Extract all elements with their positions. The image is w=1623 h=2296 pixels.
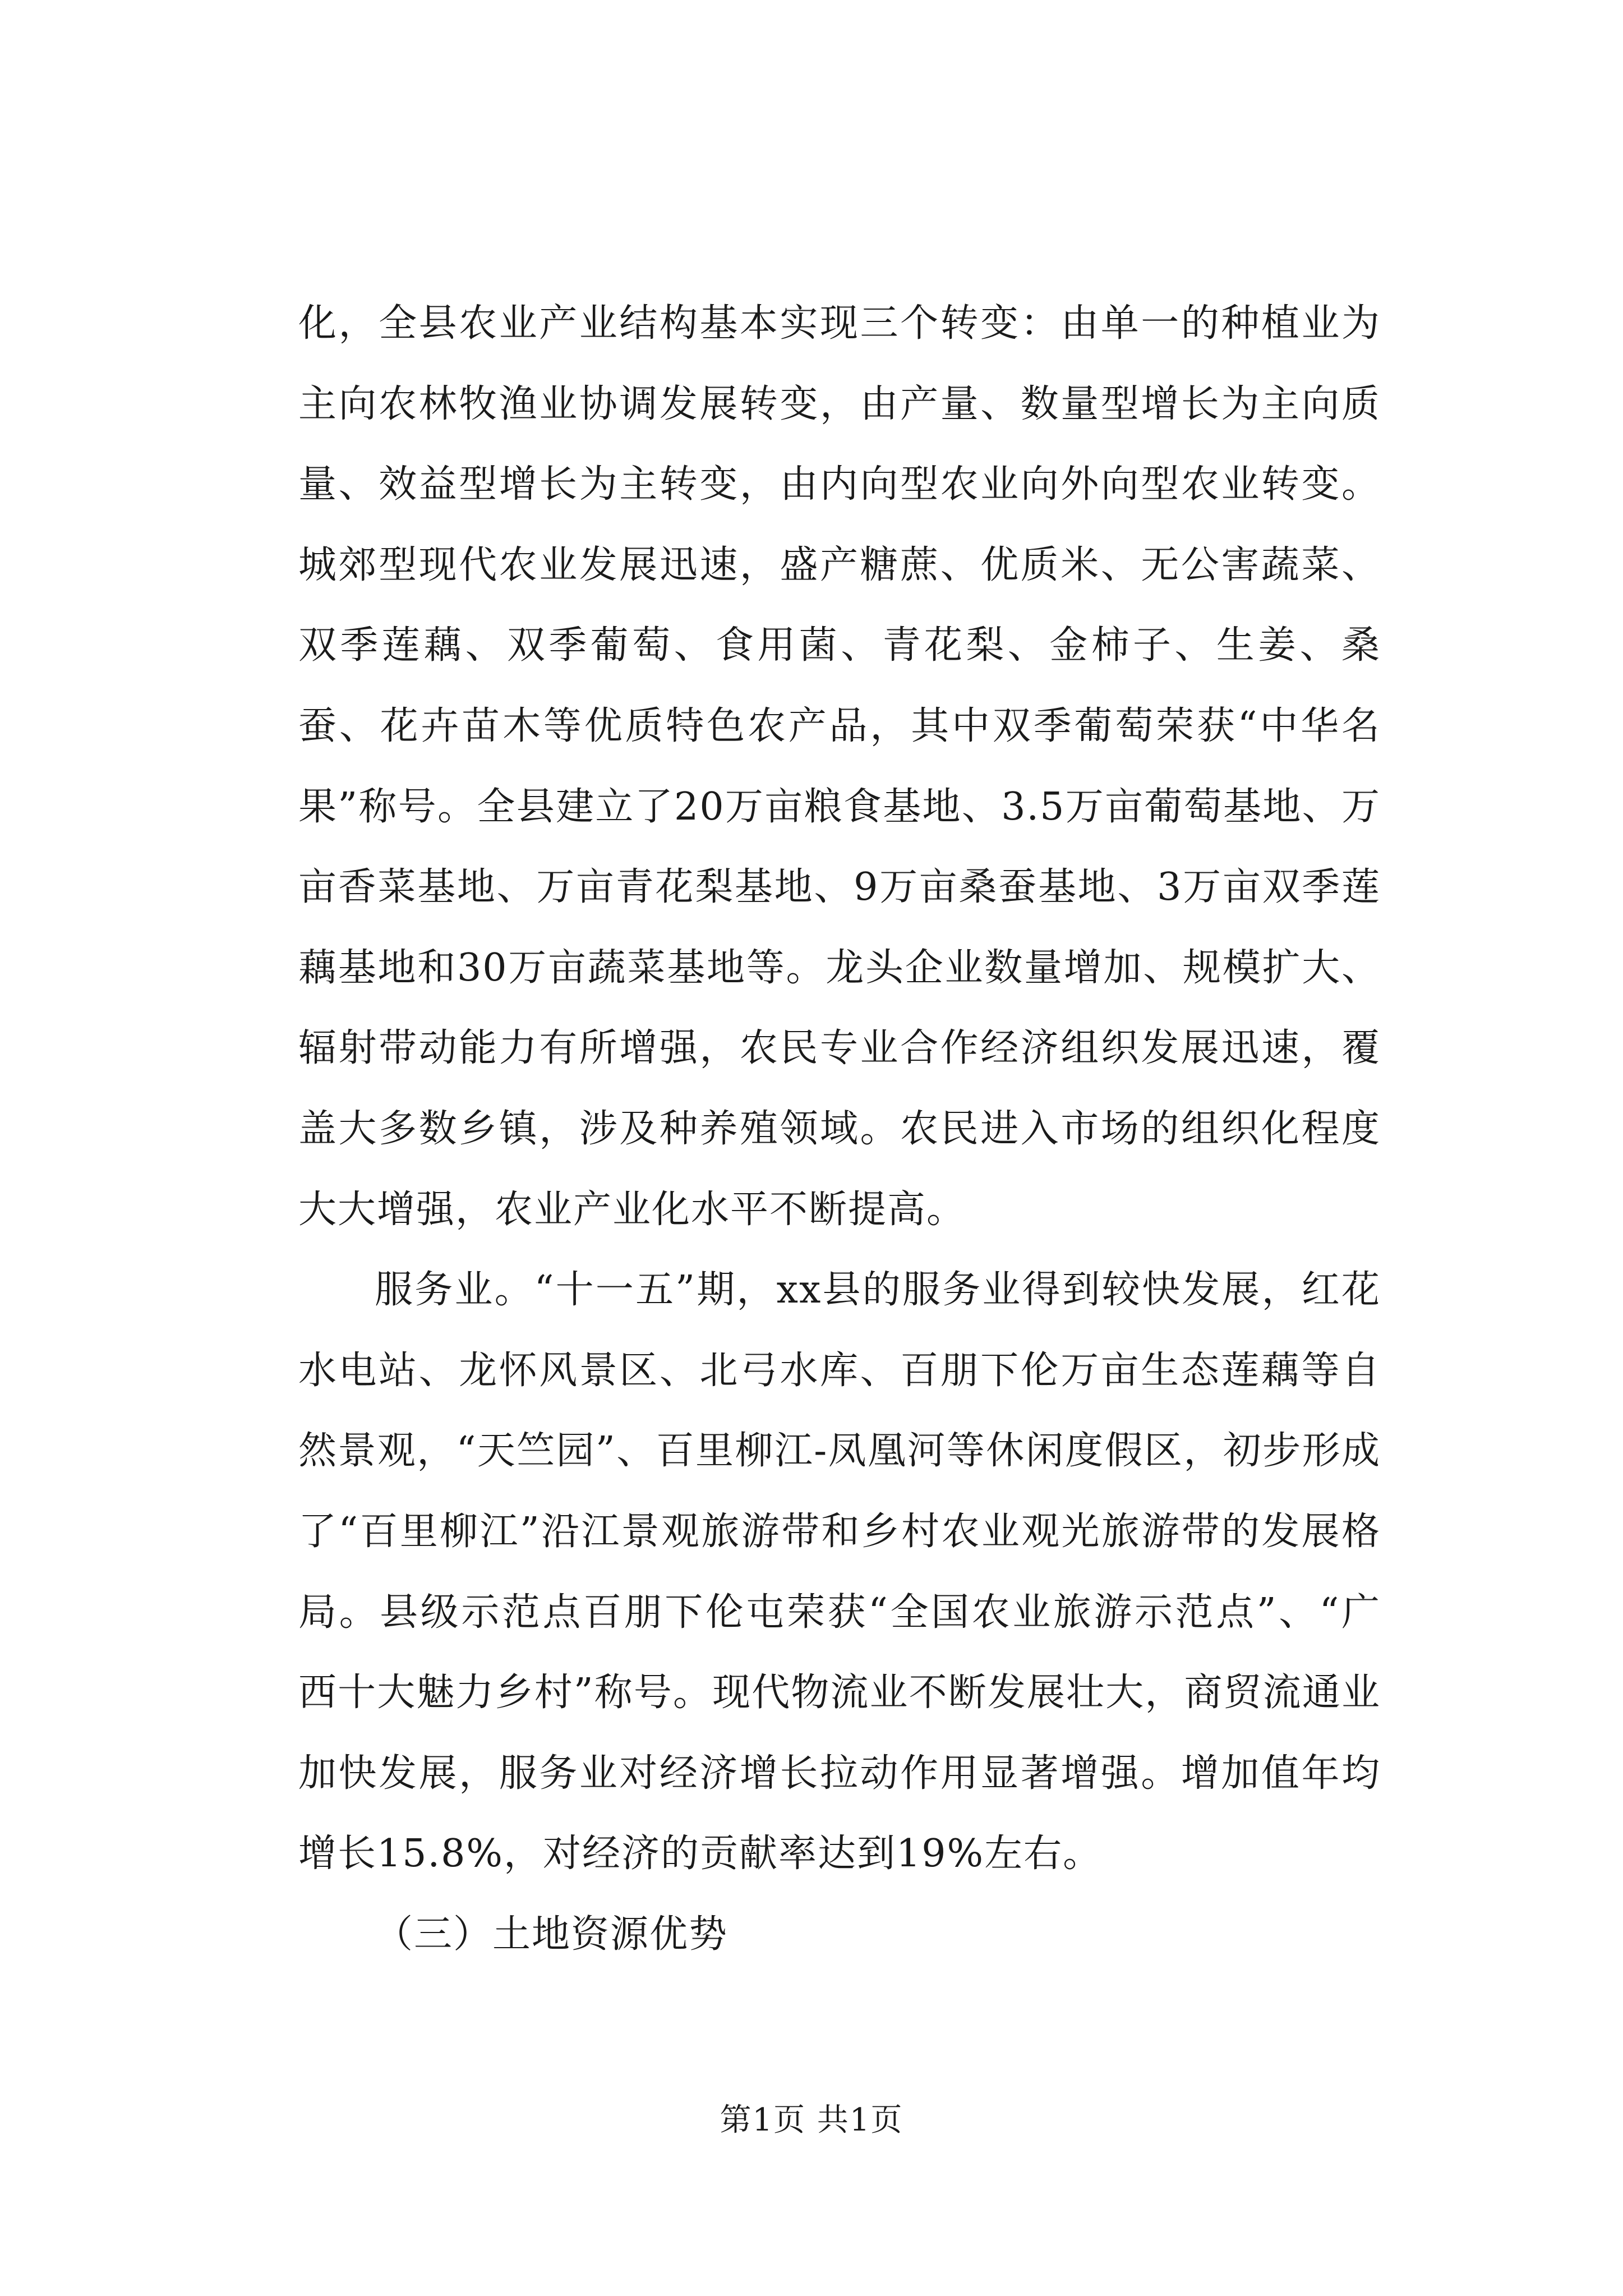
section-heading: （三）土地资源优势 bbox=[375, 1912, 728, 1957]
paragraph-agriculture: 化，全县农业产业结构基本实现三个转变：由单一的种植业为主向农林牧渔业协调发展转变，由产量、数量型增长为主向质量、效益型增长为主转变，由内向型农业向外向型农业转变。城郊型现代农业发展迅速，盛产糖蔗、优质米、无公害蔬菜、双季莲藕、双季葡萄、食用菌、青花梨、金柿子、生姜、桑蚕、花卉苗木等优质特色农产品，其中双季葡萄荣获“中华名果”称号。全县建立了20万亩粮食基地、3.5万亩葡萄基地、万亩香菜基地、万亩青花梨基地、9万亩桑蚕基地、3万亩双季莲藕基地和30万亩蔬菜基地等。龙头企业数量增加、规模扩大、辐射带动能力有所增强，农民专业合作经济组织发展迅速，覆盖大多数乡镇，涉及种养殖领域。农民进入市场的组织化程度大大增强，农业产业化水平不断提高。 bbox=[298, 301, 1381, 1232]
document-body bbox=[298, 283, 1381, 1975]
paragraph-services: 服务业。“十一五”期，xx县的服务业得到较快发展，红花水电站、龙怀风景区、北弓水库、百朋下伦万亩生态莲藕等自然景观，“天竺园”、百里柳江-凤凰河等休闲度假区，初步形成了“百里柳江”沿江景观旅游带和乡村农业观光旅游带的发展格局。县级示范点百朋下伦屯荣获“全国农业旅游示范点”、“广西十大魅力乡村”称号。现代物流业不断发展壮大，商贸流通业加快发展，服务业对经济增长拉动作用显著增强。增加值年均增长15.8%，对经济的贡献率达到19%左右。 bbox=[298, 1268, 1381, 1876]
page-footer: 第1页 共1页 bbox=[720, 2102, 903, 2138]
